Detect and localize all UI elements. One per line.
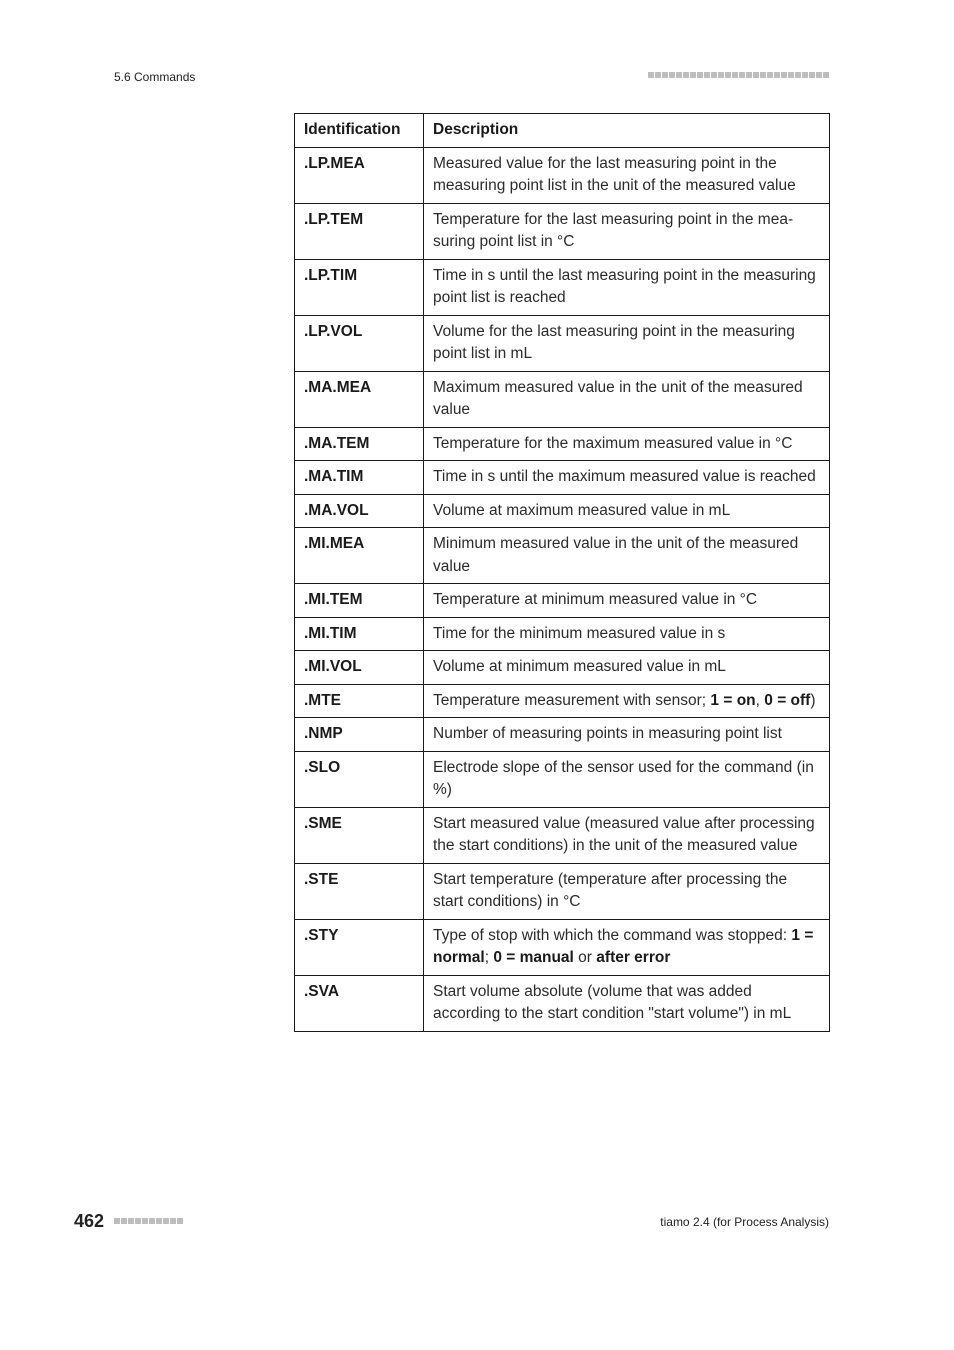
command-description: Volume for the last measuring point in the measuring point list in mL — [424, 315, 830, 371]
command-identification: .SVA — [295, 975, 424, 1031]
table-row — [295, 461, 830, 495]
command-identification: .LP.TEM — [295, 203, 424, 259]
column-header-identification: Identification — [295, 114, 424, 148]
command-description: Start measured value (measured value after processing the start conditions) in the unit of the measured value — [424, 807, 830, 863]
command-identification: .MA.TIM — [295, 461, 424, 495]
command-identification: .MTE — [295, 684, 424, 718]
description-fragment: or — [573, 949, 597, 966]
description-bold-fragment: 0 = off — [764, 691, 811, 709]
command-identification: .LP.VOL — [295, 315, 424, 371]
command-description: Volume at maximum measured value in mL — [424, 494, 830, 528]
command-identification: .MI.TIM — [295, 617, 424, 651]
table-row — [295, 617, 830, 651]
command-identification: .LP.TIM — [295, 259, 424, 315]
table-row — [295, 807, 830, 863]
description-bold-fragment: 0 = manual — [493, 949, 574, 966]
description-fragment: ) — [810, 691, 816, 709]
description-bold-fragment: after error — [596, 949, 671, 966]
command-identification: .SLO — [295, 751, 424, 807]
command-identification: .STE — [295, 863, 424, 919]
table-row — [295, 203, 830, 259]
command-description: Start temperature (temperature after processing the start conditions) in °C — [424, 863, 830, 919]
command-description — [424, 684, 830, 718]
running-header-section: 5.6 Commands — [114, 70, 196, 84]
table-row — [295, 975, 830, 1031]
table-row — [295, 584, 830, 618]
command-identification: .MI.TEM — [295, 584, 424, 618]
command-description: Temperature at minimum measured value in °C — [424, 584, 830, 618]
table-row — [295, 684, 830, 718]
table-header-row — [295, 114, 830, 148]
table-row — [295, 863, 830, 919]
command-description: Maximum measured value in the unit of the measured value — [424, 371, 830, 427]
command-identification: .LP.MEA — [295, 147, 424, 203]
commands-table — [294, 113, 830, 1032]
command-description: Time in s until the maximum measured value is reached — [424, 461, 830, 495]
description-bold-fragment: 1 = normal — [433, 926, 814, 966]
column-header-description: Description — [424, 114, 830, 148]
command-description: Time in s until the last measuring point in the measuring point list is reached — [424, 259, 830, 315]
command-identification: .NMP — [295, 718, 424, 752]
command-description: Temperature for the last measuring point in the measuring point list in °C — [424, 203, 830, 259]
page-number: 462 — [74, 1211, 105, 1231]
description-fragment: Temperature measurement with sensor; — [433, 691, 711, 709]
table-row — [295, 494, 830, 528]
command-description: Electrode slope of the sensor used for the command (in %) — [424, 751, 830, 807]
command-identification: .SME — [295, 807, 424, 863]
table-row — [295, 371, 830, 427]
header-decoration — [648, 72, 829, 78]
description-fragment: Type of stop with which the command was stopped: — [433, 926, 792, 944]
command-description — [424, 919, 830, 975]
command-description: Volume at minimum measured value in mL — [424, 651, 830, 685]
command-identification: .MI.MEA — [295, 528, 424, 584]
table-row — [295, 919, 830, 975]
table-row — [295, 528, 830, 584]
document-title: tiamo 2.4 (for Process Analysis) — [660, 1215, 829, 1229]
command-description: Minimum measured value in the unit of the measured value — [424, 528, 830, 584]
table-row — [295, 427, 830, 461]
command-description: Temperature for the maximum measured value in °C — [424, 427, 830, 461]
command-description: Time for the minimum measured value in s — [424, 617, 830, 651]
command-identification: .MA.TEM — [295, 427, 424, 461]
command-identification: .MI.VOL — [295, 651, 424, 685]
table-row — [295, 315, 830, 371]
command-identification: .MA.VOL — [295, 494, 424, 528]
table-row — [295, 259, 830, 315]
table-row — [295, 718, 830, 752]
command-identification: .STY — [295, 919, 424, 975]
description-fragment: ; — [484, 949, 494, 966]
command-description: Number of measuring points in measuring point list — [424, 718, 830, 752]
description-fragment: , — [755, 691, 765, 709]
table-row — [295, 651, 830, 685]
command-description: Start volume absolute (volume that was added according to the start condition "start volume") in mL — [424, 975, 830, 1031]
command-identification: .MA.MEA — [295, 371, 424, 427]
description-bold-fragment: 1 = on — [710, 691, 756, 709]
command-description: Measured value for the last measuring point in the measuring point list in the unit of the measured value — [424, 147, 830, 203]
table-row — [295, 751, 830, 807]
footer-decoration — [114, 1218, 183, 1224]
table-row — [295, 147, 830, 203]
